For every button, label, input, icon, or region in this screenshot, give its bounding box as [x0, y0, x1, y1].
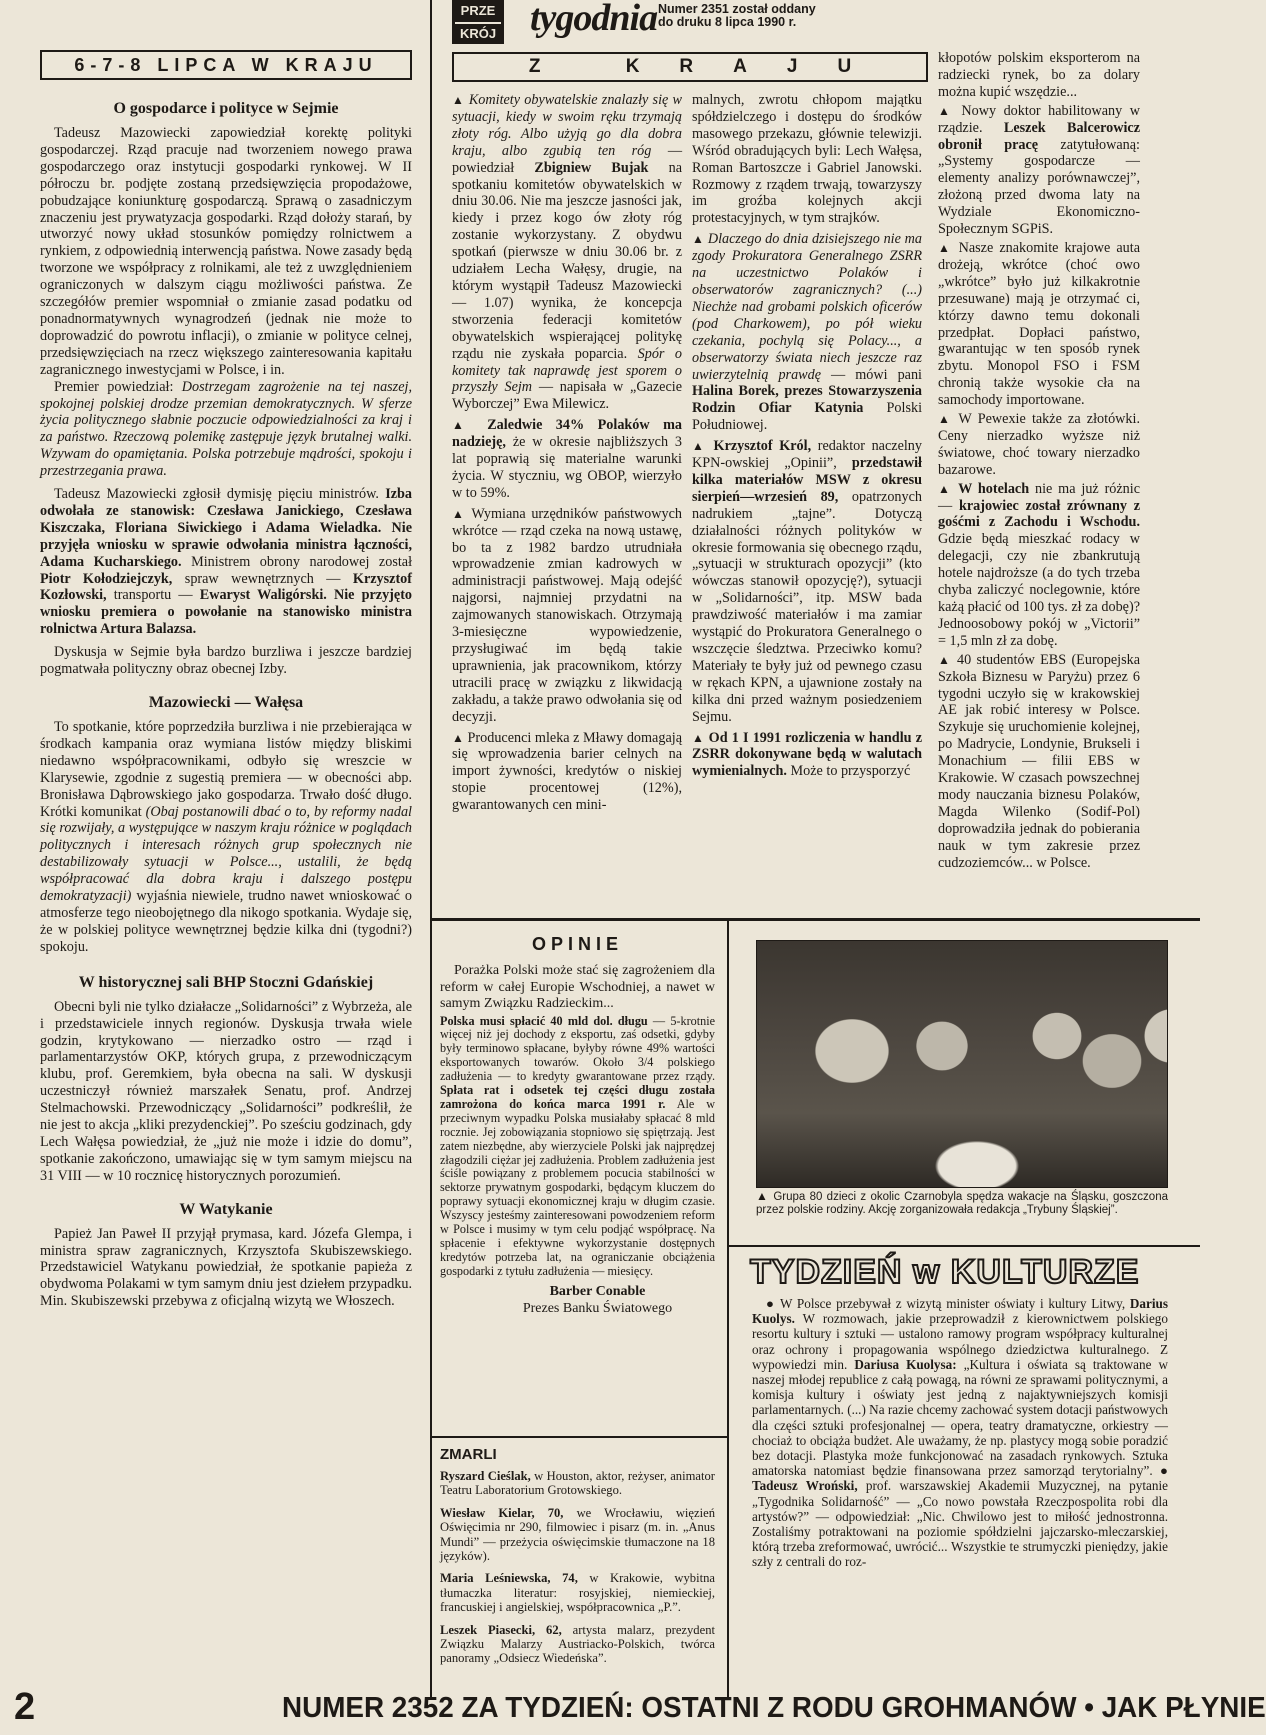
- quote: Spór o komitety tak naprawdę jest sporem o przyszły Sejm: [452, 345, 682, 396]
- paragraph: Tadeusz Mazowiecki zapowiedział korektę polityki gospodarczej. Rząd pracuje nad tworzeniem nowego prawa gospodarczego oraz instytucji gospodarki rynkowej. W II półroczu br. podjęte zostaną przedsięwzięcia propodażowe, pobudzające koniunkturę gospodarczą. Sprawą o zasadniczym znaczeniu jest prywatyzacja gospodarki. Rząd dołoży starań, by utworzyć nowy układ stosunków pomiędzy rolnictwem a rynkiem, z odpowiednią interwencją państwa. Nowe zasady będą tworzone we współpracy z rolnikami, ale też z uwzględnieniem ograniczonych w dalszym ciągu możliwości państwa. Ze szczegółów premier wspomniał o zmianie zasad podatku od ponadnormatywnych wynagrodzeń (jednak nie może to doprowadzić do powrotu inflacji), o zmianie w polityce celnej, przedsięwzięciach na rzecz większego zainteresowania kapitału zagranicznego inwestycjami w Polsce, i in.: [40, 125, 412, 378]
- text: redaktor naczelny KPN-owskiej „Opinii”,: [692, 438, 922, 472]
- print-notice: [658, 3, 816, 29]
- item-balcerowicz: [938, 103, 1140, 238]
- triangle-icon: ▲: [938, 481, 953, 496]
- triangle-icon: ▲: [692, 439, 707, 454]
- paragraph: Obecni byli nie tylko działacze „Solidarności” z Wybrzeża, ale i przedstawiciele innych regionów. Dyskusja trwała wiele godzin, krytykowano — nierzadko ostro — rząd i parlamentarzystów OKP, których grupa, z przewodniczącym klubu, prof. Geremkiem, była obecna na sali. W dyskusji uczestniczył również marszałek Senatu, prof. Andrzej Stelmachowski. Przewodniczący „Solidarności” podkreślił, że nie jest to akcja „kliki prezydenckiej”. Po sześciu godzinach, gdy Lech Wałęsa powiedział, że „już nie może i idzie do domu”, spotkanie zakończono, umawiając się w tym samym miejscu na 31 VIII — w 10 rocznicę historycznych porozumień.: [40, 998, 412, 1184]
- item-continuation: kłopotów polskim eksporterom na radziecki rynek, bo za dolary można kupić wszędzie...: [938, 50, 1140, 100]
- bold-text: Polska musi spłacić 40 mld dol. długu: [440, 1013, 648, 1028]
- paragraph-premier: [40, 379, 412, 480]
- masthead-script: tygodnia: [530, 0, 658, 39]
- zkraju-col1: [452, 92, 682, 814]
- text: Premier powiedział:: [54, 378, 174, 395]
- text: Ministrem obrony narodowej został: [191, 553, 413, 570]
- bold-text: W hotelach: [958, 480, 1030, 497]
- text: że w okresie najbliższych 3 lat poprawią się materialne warunki życia. W styczniu, wg OBOP, wierzyło w to 59%.: [452, 434, 682, 501]
- bold-text: Krzysztof Kozłowski,: [40, 570, 412, 604]
- kultura-paragraph: [752, 1296, 1168, 1570]
- item-hotele: [938, 481, 1140, 650]
- heading-stocznia: W historycznej sali BHP Stoczni Gdańskiej: [78, 973, 374, 991]
- bold-text: Ewaryst Waligórski. Nie przyjęto wniosku premiera o powołanie na stanowisko ministra rolnictwa Artura Balazsa.: [40, 587, 413, 638]
- masthead-logo: [452, 0, 504, 44]
- zmarli-section: [440, 1446, 715, 1674]
- rule-photo-bottom: [727, 1245, 1200, 1247]
- rule-mid-v: [727, 918, 729, 1700]
- text: — 5-krotnie więcej niż jej dochody z eksportu, zaś odsetki, gdyby były terminowo spłacane, byłyby równe 49% wartości eksportowanych towarów. Około 3/4 polskiego zadłużenia — to kredyty gwarantowane przez rządy.: [440, 1013, 715, 1084]
- bold-text: krajowiec został zrównany z gośćmi z Zachodu i Wschodu.: [938, 497, 1140, 531]
- triangle-icon: ▲: [938, 103, 954, 118]
- heading-mazowiecki-walesa: Mazowiecki — Wałęsa: [148, 694, 304, 711]
- triangle-icon: ▲: [452, 418, 474, 433]
- obituary-text: we Wrocławiu, więzień Oświęcimia nr 290, filmowiec i pisarz (m. in. „Anus Mundi” — przeżycia oświęcimskie tłumaczone na 18 języków).: [440, 1505, 715, 1564]
- obituary-entry: [440, 1571, 715, 1614]
- text: — powiedział: [452, 142, 682, 176]
- text: prof. warszawskiej Akademii Muzycznej, na pytanie „Tygodnika Solidarność” — „Co nowo powstała Rzeczpospolita robi dla artystów?” — odpowiedział: „Nic. Chwilowo jest to miłość jednostronna. Zostaliśmy potraktowani na poziomie spółdzielni jajczarsko-mleczarskiej, którą trzeba zreformować, uwrócić... Wszystkie te strumyczki pieniędzy, jakie szły z centrali do roz-: [752, 1478, 1168, 1570]
- quote: Dostrzegam zagrożenie na tej naszej, spokojnej polskiej drodze przemian demokratycznych. W sferze życia politycznego słabnie poczucie odpowiedzialności za kraj i za państwo. Rzeczową polemikę zastępuje język brutalnej walki. Wzywam do opamiętania. Polska potrzebuje mądrości, spokoju i przestrzegania prawa.: [40, 378, 412, 480]
- dot-icon: ●: [1160, 1463, 1169, 1479]
- text: Nasze znakomite krajowe auta drożeją, wkrótce (choć owo „wkrótce” było już kilkakrotnie przesuwane) mają je otrzymać ci, którzy dawno temu dokonali przedpłat. Dopłaci państwo, gwarantując w ten sposób rynek zbytu. Monopol FSO i FSM chronią także wysokie cła na samochody importowane.: [938, 239, 1140, 409]
- paragraph: Papież Jan Paweł II przyjął prymasa, kard. Józefa Glempa, i ministra spraw zagranicznych, Krzysztofa Skubiszewskiego. Przedstawiciel Watykanu powiedział, że spotkanie papieża z obydwoma Polakami w tym samym dniu jest dziełem przypadku. Min. Skubiszewski przebywa z oficjalną wizytą we Włoszech.: [40, 1225, 412, 1310]
- zkraju-title: Z KRAJU: [452, 52, 928, 82]
- kultura-title: TYDZIEŃ w KULTURZE: [750, 1253, 1140, 1291]
- rule-zmarli: [430, 1436, 727, 1438]
- logo-bottom: KRÓJ: [455, 22, 501, 41]
- caption-text: Grupa 80 dzieci z okolic Czarnobyla spędza wakacje na Śląsku, goszczona przez polskie rodziny. Akcję zorganizowała redakcja „Trybuny Śląskiej”.: [756, 1191, 1168, 1216]
- text: nie ma już różnic —: [938, 480, 1141, 514]
- obituary-name: Ryszard Cieślak,: [440, 1469, 531, 1483]
- triangle-icon: ▲: [452, 506, 466, 521]
- bold-text: Tadeusz Wroński,: [752, 1478, 858, 1494]
- bold-text: Piotr Kołodziejczyk,: [40, 570, 173, 587]
- section-box-title: 6-7-8 LIPCA W KRAJU: [40, 50, 412, 80]
- bold-text: Zaledwie 34% Polaków ma nadzieję,: [452, 417, 682, 451]
- item-kpn: [692, 438, 922, 725]
- print-notice-line2: do druku 8 lipca 1990 r.: [658, 15, 797, 29]
- heading-sejm: O gospodarce i polityce w Sejmie: [113, 100, 339, 117]
- footer-teaser: NUMER 2352 ZA TYDZIEŃ: OSTATNI Z RODU GROHMANÓW • JAK PŁYNIE: [282, 1692, 1266, 1724]
- heading-watykan: W Watykanie: [179, 1200, 273, 1218]
- kultura-body: [752, 1296, 1168, 1570]
- triangle-icon: ▲: [938, 652, 952, 667]
- text: Polski Południowej.: [692, 400, 923, 434]
- item-pewex: [938, 411, 1140, 479]
- quote: (Obaj postanowili dbać o to, by reformy nadal się rozwijały, a występujące w naszym kraju różnice w poglądach politycznych i interesach różnych grup społecznych nie destabilizowały sytuacji w Polsce..., ustalili, że będą współpracować dla dobra kraju i dalszego postępu demokratyzacji): [40, 803, 412, 905]
- signature-role: Prezes Banku Światowego: [522, 1300, 673, 1316]
- text: „Kultura i oświata są traktowane w naszej młodej republice z całą powagą, na równi ze sprawami politycznymi, a komisja kultury i oświaty jest jedną z najaktywniejszych komisji parlamentarnych. (...) Na razie chcemy zachować system dotacji państwowych dla części sztuki profesjonalnej — opera, teatry dramatyczne, orkiestry — chociaż to obciąża budżet. Ale uważamy, że np. plastycy mogą sobie poradzić bez dotacji. Plastyka może funkcjonować na zasadach rynkowych. Sztuka amatorska natomiast będzie finansowana przez samorząd terytorialny”.: [752, 1356, 1168, 1479]
- text: Nowy doktor habilitowany w rządzie.: [938, 102, 1140, 136]
- obituary-text: w Krakowie, wybitna tłumaczka literatur: rosyjskiej, niemieckiej, francuskiej i angielskiej, współpracownica „P.”.: [440, 1571, 715, 1615]
- dot-icon: ●: [766, 1296, 776, 1311]
- obituary-entry: [440, 1469, 715, 1498]
- obituary-name: Leszek Piasecki, 62,: [440, 1622, 562, 1637]
- triangle-icon: ▲: [756, 1189, 769, 1203]
- text: 40 studentów EBS (Europejska Szkoła Biznesu w Paryżu) przez 6 tygodni uczyło się w krakowskiej AE jak robić interesy w Polsce. Szykuje się uruchomienie kolejnej, po Madrycie, Londynie, Brukseli i Monachium — filii EBS w Krakowie. W czasach powszechnej mody nauczania biznesu Polaków, Magda Wilenko (Sodif-Pol) doprowadziła jednak do pobierania nauk w tym zakresie przez cudzoziemców... w Polsce.: [938, 651, 1141, 871]
- rule-left: [430, 0, 432, 1700]
- opinie-body: [440, 1015, 715, 1279]
- photo-children: [756, 940, 1168, 1188]
- triangle-icon: ▲: [938, 240, 953, 255]
- obituary-name: Wiesław Kielar, 70,: [440, 1505, 564, 1520]
- opinie-section: [440, 934, 715, 1317]
- text: Wymiana urzędników państwowych wkrótce — rząd czeka na nową ustawę, bo ta z 1982 bardzo utrudniała wprowadzenie zmian kadrowych w administracji państwowej. Mają odejść najgorsi, najmniej przydatni na zajmowanych stanowiskach. Otrzymają 3-miesięczne wypowiedzenie, przysługiwać im będą takie uprawnienia, jak pracownikom, którzy utracili pracę w związku z likwidacją zakładu, a także prawo odwołania się od decyzji.: [452, 505, 682, 725]
- text: zatytułowaną: „Systemy gospodarcze — elementy analizy porównawczej”, złożoną przed dwoma laty na Wydziale Ekonomiczno-Społecznym SGPiS.: [938, 136, 1140, 238]
- bold-text: przedstawił kilka materiałów MSW z okresu sierpień—wrzesień 89,: [692, 455, 922, 505]
- text: W rozmowach, jakie przeprowadził z kierownictwem polskiego resortu kultury i sztuki — ustalono ramowy program współpracy kulturalnej oraz ochrony i propagowania wspólnego dziedzictwa kulturalnego. Z wypowiedzi min.: [752, 1311, 1168, 1372]
- print-notice-line1: Numer 2351 został oddany: [658, 2, 816, 16]
- zmarli-title: ZMARLI: [440, 1446, 497, 1463]
- text: To spotkanie, które poprzedziła burzliwa i nie przebierająca w środkach kampania oraz wymiana listów między bliskimi niedawno współpracownikami, odbyło się wreszcie w Klarysewie, zgodnie z sugestią premiera — w obecności abp. Bronisława Dąbrowskiego jako gospodarza. Trwało dość długo. Krótki komunikat: [40, 719, 412, 820]
- text: W Polsce przebywał z wizytą minister oświaty i kultury Litwy,: [779, 1296, 1126, 1311]
- obituary-name: Maria Leśniewska, 74,: [440, 1571, 578, 1586]
- triangle-icon: ▲: [452, 730, 464, 745]
- zmarli-list: [440, 1469, 715, 1666]
- text: Producenci mleka z Mławy domagają się wprowadzenia barier celnych na import żywności, kredytów o niskiej stopie procentowej (12%), gwarantowanych cen mini-: [452, 729, 682, 814]
- item-zsrr: [692, 730, 922, 781]
- text: — mówi pani: [831, 366, 923, 383]
- text: W Pewexie także za złotówki. Ceny nierzadko wyższe niż światowe, choć towary nierzadko bazarowe.: [938, 411, 1140, 478]
- page-number: 2: [14, 1686, 36, 1728]
- paragraph-spotkanie: [40, 719, 412, 956]
- triangle-icon: ▲: [692, 730, 705, 745]
- rule-mid: [430, 918, 1200, 921]
- bold-text: Dariusa Kuolysa:: [854, 1356, 957, 1372]
- zkraju-col3: [938, 50, 1140, 872]
- opinie-signature: [440, 1283, 715, 1317]
- obituary-entry: [440, 1506, 715, 1564]
- opinie-title: OPINIE: [531, 934, 623, 954]
- quote: Komitety obywatelskie znalazły się w sytuacji, kiedy w swoim ręku trzymają złoty róg. Albo użyją go dla dobra kraju, albo zgubią ten róg: [452, 92, 683, 159]
- item-urzednicy: [452, 506, 682, 726]
- text: Gdzie będą mieszkać rodacy w delegacji, czy nie zbankrutują hotele najdroższe (a do tych trzeba chyba zaliczyć noclegownie, które każą płacić od 100 tys. zł za dobę)? Jednoosobowy pokój w „Victorii” = 1,5 mln zł za dobę.: [938, 531, 1140, 649]
- text: opatrzonych nadrukiem „tajne”. Dotyczą działalności różnych polityków w okresie formowania się obecnego rządu, „sytuacji w strukturach opozycji” (kto wówczas stanowił opozycję?), sytuacji w „Solidarności”, itp. MSW bada prawdziwość materiałów i ma zamiar wystąpić do Prokuratora Generalnego o wszczęcie śledztwa. Przeciwko komu? Materiały te były już od pewnego czasu w rękach KPN, a ujawnione zostały na kilka dni przed ważnym posiedzeniem Sejmu.: [692, 488, 922, 725]
- triangle-icon: ▲: [692, 232, 705, 247]
- text: wyjaśnia niewiele, trudno nawet wnioskować o atmosferze tego nieobojętnego dla nikogo spotkania. Wydaje się, że w polskiej polityce wewnętrznej będzie kilka dni (tygodni?) spokoju.: [40, 888, 412, 955]
- left-column: [40, 50, 412, 1310]
- text: — napisała w „Gazecie Wyborczej” Ewa Milewicz.: [452, 379, 683, 413]
- bold-text: Halina Borek, prezes Stowarzyszenia Rodzin Ofiar Katynia: [692, 383, 922, 417]
- text: transportu —: [113, 587, 193, 604]
- zkraju-col2: [692, 92, 922, 780]
- obituary-text: artysta malarz, prezydent Związku Malarzy Austriacko-Polskich, twórca panoramy „Odsiecz Wiedeńska”.: [440, 1622, 715, 1666]
- paragraph: Dyskusja w Sejmie była bardzo burzliwa i jeszcze bardziej pogmatwała polityczny obraz obecnej Izby.: [40, 644, 412, 678]
- bold-text: Zbigniew Bujak: [534, 159, 649, 176]
- logo-top: PRZE: [460, 3, 496, 18]
- bold-text: Darius Kuolys.: [752, 1296, 1169, 1327]
- bold-text: Izba odwołała ze stanowisk: Czesława Janickiego, Czesława Kiszczaka, Floriana Siwickiego i Adama Wieladka. Nie przyjęła wniosku w sprawie odwołania ministra łączności, Adama Kucharskiego.: [40, 486, 412, 570]
- text: Może to przysporzyć: [790, 763, 911, 780]
- triangle-icon: ▲: [938, 412, 953, 427]
- bold-text: Od 1 I 1991 rozliczenia w handlu z ZSRR dokonywane będą w walutach wymienialnych.: [692, 729, 922, 780]
- photo-caption: [756, 1190, 1168, 1217]
- item-nadzieja: [452, 417, 682, 502]
- text: na spotkaniu komitetów obywatelskich w dniu 30.06. Nie ma jeszcze jasności jak, kiedy i przez kogo ów złoty róg zostanie wykorzystany. Z obydwu spotkań (pierwsze w dniu 30.06 br. z udziałem Lecha Wałęsy, drugie, na którym wystąpił Tadeusz Mazowiecki — 1.07) wynika, że koncepcja stworzenia federacji komitetów obywatelskich wspierającej politykę rządu nie zyskała poparcia.: [452, 159, 682, 362]
- bold-text: Leszek Balcerowicz obronił pracę: [938, 119, 1140, 153]
- item-mleko: [452, 730, 682, 815]
- bold-text: Krzysztof Król,: [713, 438, 812, 455]
- item-komitety: [452, 92, 682, 413]
- obituary-entry: [440, 1623, 715, 1666]
- opinie-lead: Porażka Polski może stać się zagrożeniem dla reform w całej Europie Wschodniej, a nawet w samym Związku Radzieckim...: [440, 963, 715, 1011]
- item-continuation: malnych, zwrotu chłopom majątku spółdzielczego i dostępu do środków masowego przekazu, głównie telewizji. Wśród obradujących byli: Lech Wałęsa, Roman Bartoszcze i Gabriel Janowski. Rozmowy z rządem trwają, towarzyszy im groźba kolejnych akcji protestacyjnych, w tym strajków.: [692, 92, 922, 227]
- item-auta: [938, 240, 1140, 409]
- bold-text: Spłata rat i odsetek tej części długu została zamrożona do końca marca 1991 r.: [440, 1083, 715, 1111]
- item-katyn: [692, 231, 922, 434]
- text: Ale w przeciwnym wypadku Polska musiałaby spłacać 8 mld rocznie. Jej zobowiązania stopniowo się spiętrzają. Jest zatem niezbędne, aby wierzyciele Polski jak najprędzej złagodzili ciężar jej zadłużenia. Problem zadłużenia jest ściśle powiązany z problemem pocucia stabilności w sektorze prywatnym gospodarki, będącym kluczem do poprawy sytuacji ekonomicznej kraju w długim czasie. Wszyscy jesteśmy zainteresowani powodzeniem reform w Polsce i musimy w tym celu podjąć współpracę. Na spłacenie i efektywne wykorzystanie dostępnych kredytów potrzeba lat, na ograniczanie obciążenia gospodarki z tytułu zadłużenia — miesięcy.: [440, 1096, 715, 1278]
- item-ebs: [938, 652, 1140, 872]
- signature-name: Barber Conable: [549, 1283, 646, 1299]
- paragraph-dymisja: [40, 486, 412, 638]
- text: spraw wewnętrznych —: [184, 570, 341, 587]
- obituary-text: w Houston, aktor, reżyser, animator Teatru Laboratorium Grotowskiego.: [440, 1469, 715, 1498]
- triangle-icon: ▲: [452, 93, 465, 107]
- quote: Dlaczego do dnia dzisiejszego nie ma zgody Prokuratora Generalnego ZSRR na uczestnictwo Polaków i obserwatorów zagranicznych? (...) Niechże nad grobami polskich oficerów (pod Charkowem), po pół wieku czekania, pochylą się Polacy..., a obserwatorzy świata niech jeszcze raz uwierzytelnią prawdę: [692, 231, 922, 383]
- text: Tadeusz Mazowiecki zgłosił dymisję pięciu ministrów.: [54, 486, 379, 503]
